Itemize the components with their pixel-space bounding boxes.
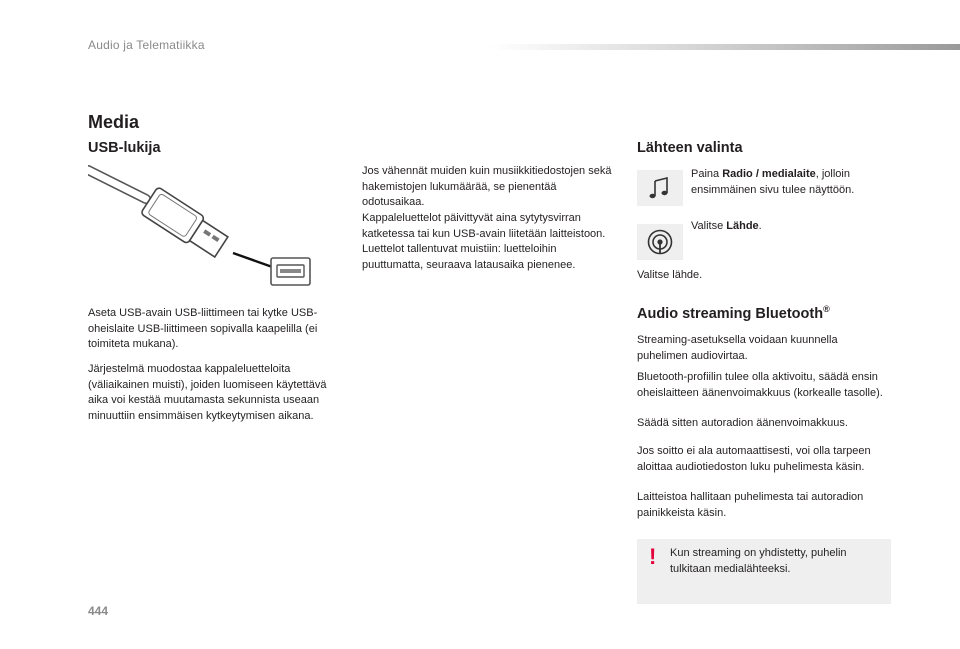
page-number: 444 — [88, 604, 109, 618]
warning-exclamation-icon: ! — [649, 544, 657, 569]
music-button-icon-box — [637, 170, 683, 206]
source-step-1: Paina Radio / medialaite, jolloin ensimmäinen sivu tulee näyttöön. — [691, 168, 855, 196]
bluetooth-paragraph-2a: Bluetooth-profiilin tulee olla aktivoitu, säädä ensin oheislaitteen äänenvoimakkuus (korkealle tasolle). — [637, 371, 883, 399]
usb-illustration — [88, 165, 318, 290]
bluetooth-paragraph-3b: Laitteistoa hallitaan puhelimesta tai autoradion painikkeista käsin. — [637, 491, 864, 519]
bluetooth-paragraph-2b: Säädä sitten autoradion äänenvoimakkuus. — [637, 417, 848, 429]
usb-paragraph-3a: Jos vähennät muiden kuin musiikkitiedostojen sekä hakemistojen lukumäärää, se pienentää odotusaikaa. — [362, 165, 612, 209]
usb-paragraph-2: Järjestelmä muodostaa kappaleluetteloita (väliaikainen muisti), joiden luomiseen käytettävä aika voi kestää muutamasta sekunnista useaan minuuttiin ensimmäisen kytkeytymisen aikana. — [88, 363, 327, 422]
usb-plug-icon — [140, 187, 230, 261]
source-icon — [646, 228, 674, 256]
bluetooth-paragraph-3a: Jos soitto ei ala automaattisesti, voi olla tarpeen aloittaa audiotiedoston luku puhelimesta käsin. — [637, 445, 871, 473]
usb-heading: USB-lukija — [88, 140, 161, 156]
source-button-icon-box — [637, 224, 683, 260]
bluetooth-heading: Audio streaming Bluetooth® — [637, 304, 830, 322]
usb-paragraph-1: Aseta USB-avain USB-liittimeen tai kytke USB-oheislaite USB-liittimeen sopivalla kaapelilla (ei toimiteta mukana). — [88, 307, 318, 351]
header-title: Audio ja Telematiikka — [88, 38, 205, 52]
source-step-2: Valitse Lähde. — [691, 220, 762, 232]
note-text: Kun streaming on yhdistetty, puhelin tulkitaan medialähteeksi. — [670, 547, 847, 575]
bluetooth-paragraph-1: Streaming-asetuksella voidaan kuunnella puhelimen audiovirtaa. — [637, 334, 838, 362]
header-bar — [490, 44, 960, 50]
music-note-icon — [647, 175, 673, 201]
section-title: Media — [88, 112, 140, 132]
usb-cable-icon — [88, 170, 146, 199]
source-heading: Lähteen valinta — [637, 140, 743, 156]
usb-socket-icon — [271, 258, 310, 285]
source-step-3: Valitse lähde. — [637, 269, 703, 281]
usb-paragraph-3b: Kappaleluettelot päivittyvät aina sytytysvirran katketessa tai kun USB-avain liitetään laitteistoon. Luettelot tallentuvat muistiin: luetteloihin puuttumatta, seuraava latausaika pienenee. — [362, 212, 606, 271]
